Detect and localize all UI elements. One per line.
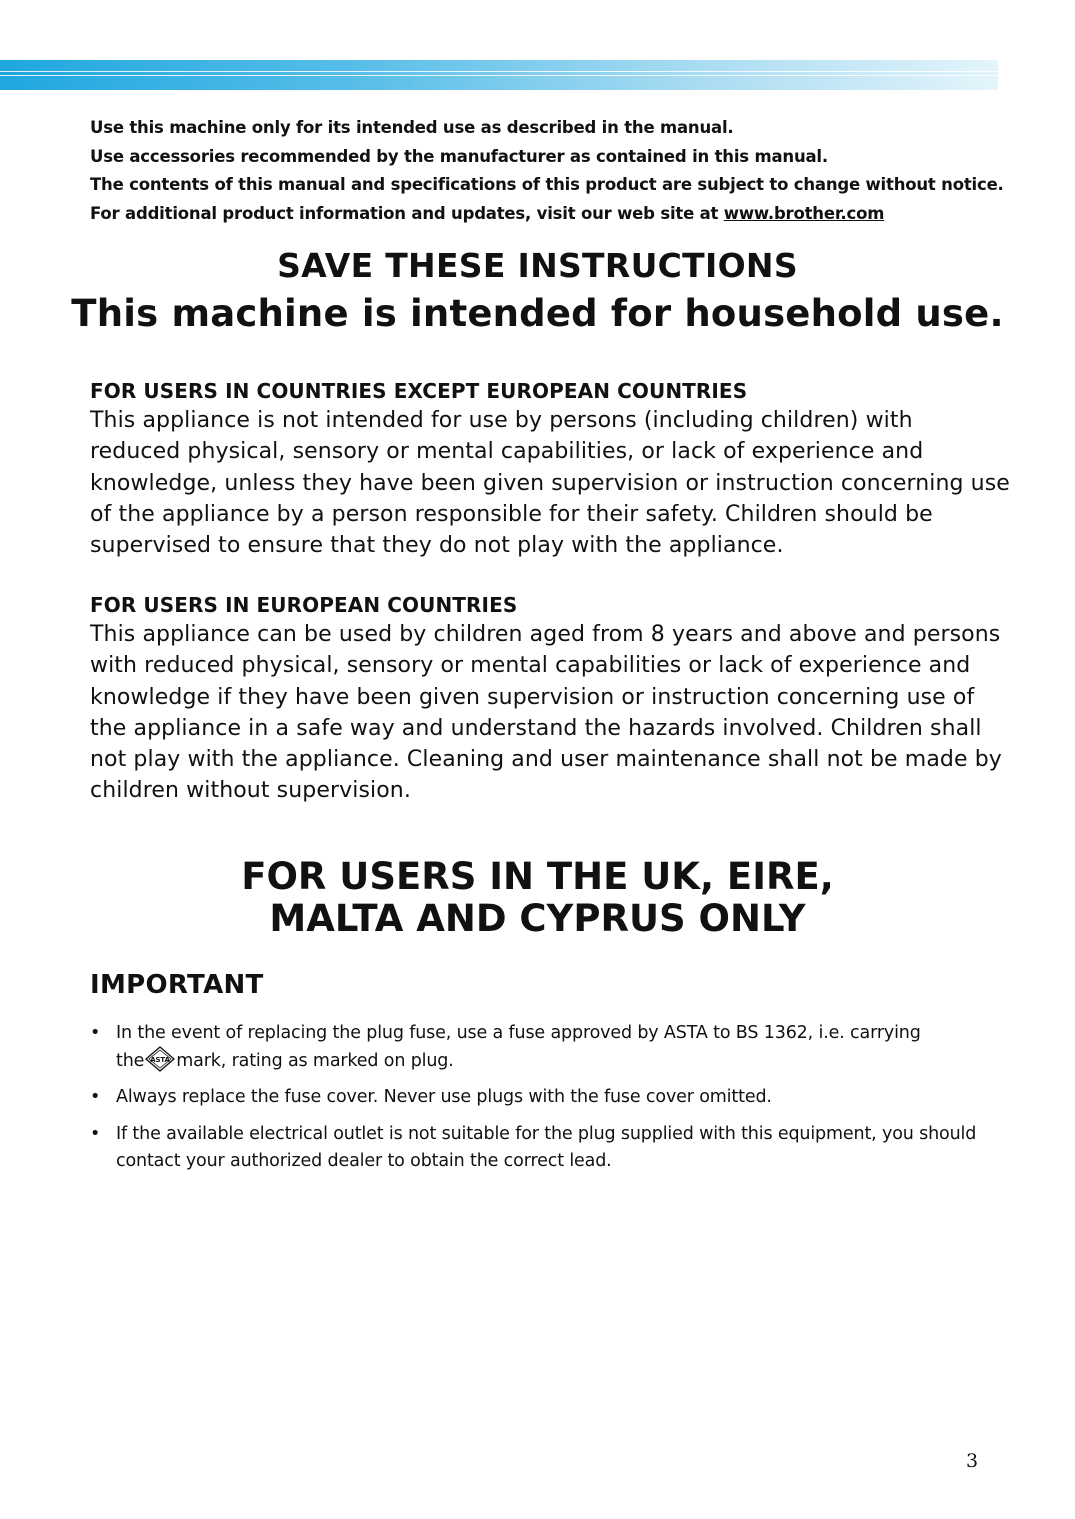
brother-website-link[interactable]: www.brother.com (723, 203, 885, 223)
important-heading: IMPORTANT (90, 970, 264, 1000)
list-item (90, 1020, 1000, 1075)
save-instructions-title: SAVE THESE INSTRUCTIONS (277, 246, 798, 285)
notice-line: The contents of this manual and specifications of this product are subject to change without notice. (90, 175, 1004, 194)
list-item-text: the (116, 1050, 145, 1071)
usage-notice (90, 114, 1020, 228)
uk-users-title (0, 856, 1075, 940)
section-european (90, 591, 1010, 807)
list-item-text: Always replace the fuse cover. Never use plugs with the fuse cover omitted. (116, 1087, 772, 1107)
list-item-text: In the event of replacing the plug fuse, use a fuse approved by ASTA to BS 1362, i.e. carrying (116, 1023, 921, 1043)
important-list (90, 1020, 1000, 1185)
uk-title-line: MALTA AND CYPRUS ONLY (269, 897, 806, 940)
household-use-title: This machine is intended for household use. (71, 292, 1004, 335)
notice-line: Use accessories recommended by the manufacturer as contained in this manual. (90, 146, 828, 166)
list-item (90, 1121, 1000, 1176)
section-heading: FOR USERS IN EUROPEAN COUNTRIES (90, 593, 518, 617)
section-heading: FOR USERS IN COUNTRIES EXCEPT EUROPEAN COUNTRIES (90, 379, 748, 403)
section-body: This appliance is not intended for use by persons (including children) with reduced physical, sensory or mental capabilities, or lack of experience and knowledge, unless they have been given supervision or instruction concerning use of the appliance by a person responsible for their safety. Children should be supervised to ensure that they do not play with the appliance. (90, 408, 1010, 559)
header-stripe (0, 71, 998, 72)
section-non-european (90, 377, 1010, 561)
asta-mark-text: ASTA (150, 1055, 171, 1064)
bullet-dot: • (90, 1087, 101, 1107)
page-number: 3 (966, 1450, 979, 1472)
asta-mark-icon (145, 1046, 175, 1072)
list-item-text: mark, rating as marked on plug. (176, 1050, 454, 1071)
header-stripe (0, 75, 998, 76)
bullet-dot: • (90, 1123, 101, 1144)
notice-line: Use this machine only for its intended use as described in the manual. (90, 118, 734, 137)
list-item-text: If the available electrical outlet is not suitable for the plug supplied with this equipment, you should contact your authorized dealer to obtain the correct lead. (116, 1123, 977, 1171)
uk-title-line: FOR USERS IN THE UK, EIRE, (241, 855, 834, 898)
section-body: This appliance can be used by children aged from 8 years and above and persons with reduced physical, sensory or mental capabilities or lack of experience and knowledge if they have been given supervision or instruction concerning use of the appliance in a safe way and understand the hazards involved. Children shall not play with the appliance. Cleaning and user maintenance shall not be made by children without supervision. (90, 622, 1002, 804)
list-item (90, 1084, 1000, 1112)
notice-line-text: For additional product information and updates, visit our web site at (90, 203, 724, 223)
notice-line (90, 200, 1020, 229)
bullet-dot: • (90, 1023, 101, 1043)
header-gradient-bar (0, 60, 998, 90)
